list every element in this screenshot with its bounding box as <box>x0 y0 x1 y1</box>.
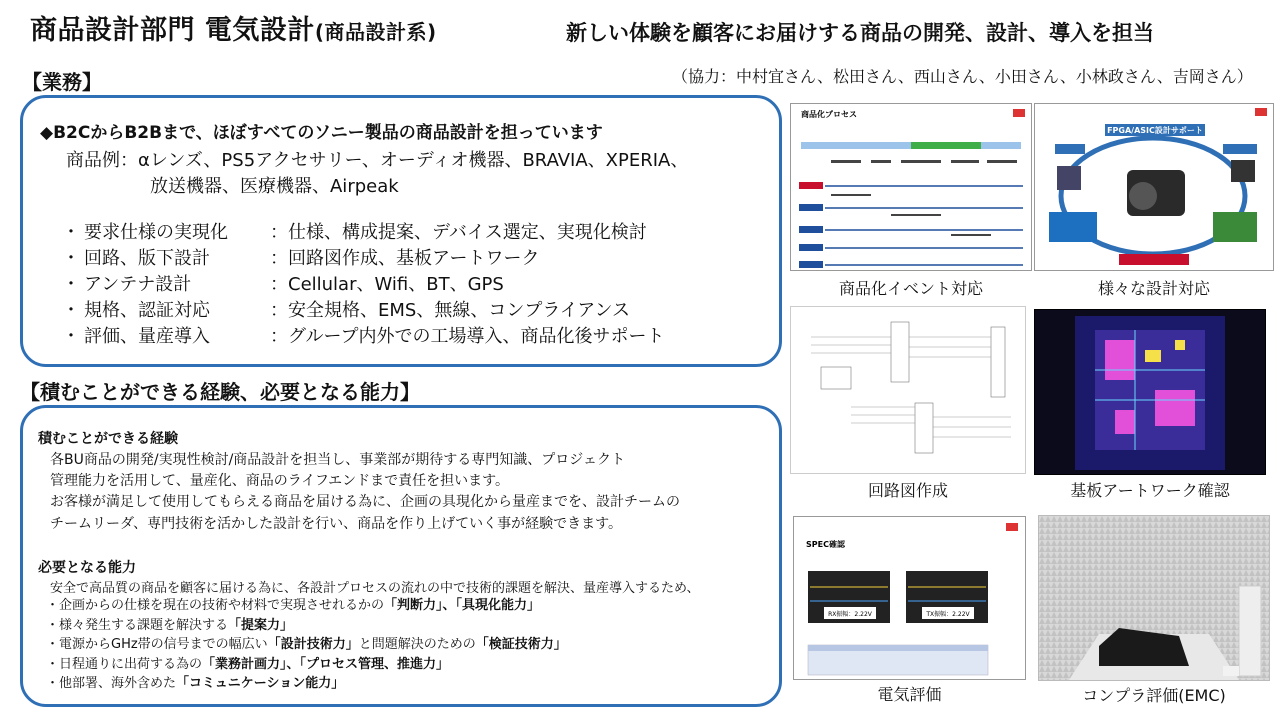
ability-item: ・日程通りに出荷する為の「業務計画力」、「プロセス管理、推進力」 <box>46 656 450 672</box>
tx-amplitude-label: TX振幅：2.22V <box>926 611 970 618</box>
process-slide-graphic <box>791 104 1031 270</box>
schematic-image <box>790 306 1026 474</box>
design-support-graphic <box>1035 104 1273 270</box>
emc-chamber-graphic <box>1039 516 1269 680</box>
title-main-text: 商品設計部門 電気設計 <box>30 15 315 46</box>
eval-slide-title: SPEC確認 <box>806 540 845 549</box>
tagline: 新しい体験を顧客にお届けする商品の開発、設計、導入を担当 <box>566 21 1154 45</box>
page-title <box>30 8 437 47</box>
exp-line: 管理能力を活用して、量産化、商品のライフエンドまで責任を担います。 <box>50 473 510 489</box>
schematic-graphic <box>791 307 1025 473</box>
collaborators: （協力：中村宜さん、松田さん、西山さん、小田さん、小林政さん、吉岡さん） <box>672 67 1253 86</box>
caption-emc: コンプラ評価(EMC) <box>1082 686 1226 705</box>
task-item: ・ 要求仕様の実現化 ：仕様、構成提案、デバイス選定、実現化検討 <box>62 222 647 243</box>
electrical-eval-graphic <box>794 517 1025 679</box>
exp-line: 各BU商品の開発/実現性検討/商品設計を担当し、事業部が期待する専門知識、プロジェクト <box>50 452 626 468</box>
pcb-artwork-image <box>1034 309 1266 475</box>
caption-design: 様々な設計対応 <box>1097 279 1210 298</box>
abil-intro: 安全で高品質の商品を顧客に届ける為に、各設計プロセスの流れの中で技術的課題を解決、量産導入するため、 <box>50 581 700 596</box>
emc-chamber-image <box>1038 515 1270 681</box>
caption-eval: 電気評価 <box>877 685 942 704</box>
electrical-eval-image <box>793 516 1026 680</box>
ability-item: ・企画からの仕様を現在の技術や材料で実現させれるかの「判断力」、「具現化能力」 <box>46 598 541 613</box>
task-item: ・ アンテナ設計 ：Cellular、Wifi、BT、GPS <box>62 274 504 295</box>
rx-amplitude-label: RX振幅：2.22V <box>828 611 872 618</box>
ability-list <box>46 596 567 694</box>
ability-item: ・電源からGHz帯の信号までの幅広い「設計技術力」と問題解決のための「検証技術力」 <box>46 637 567 652</box>
task-list <box>62 220 665 350</box>
business-heading: 【業務】 <box>22 70 102 94</box>
ability-item: ・他部署、海外含めた「コミュニケーション能力」 <box>46 676 345 691</box>
pcb-artwork-graphic <box>1035 310 1266 475</box>
task-item: ・ 評価、量産導入 ：グループ内外での工場導入、商品化後サポート <box>62 326 665 347</box>
title-sub-text: (商品設計系) <box>314 20 437 44</box>
exp-subheading: 積むことができる経験 <box>38 431 178 447</box>
caption-schematic: 回路図作成 <box>867 481 948 500</box>
abil-subheading: 必要となる能力 <box>38 560 136 576</box>
exp-line: お客様が満足して使用してもらえる商品を届ける為に、企画の具現化から量産までを、設計チームの <box>50 494 680 510</box>
exp-line: チームリーダ、専門技術を活かした設計を行い、商品を作り上げていく事が経験できます。 <box>50 516 623 532</box>
experience-heading: 【積むことができる経験、必要となる能力】 <box>20 380 420 404</box>
ability-item: ・様々発生する課題を解決する「提案力」 <box>46 617 294 633</box>
process-slide-title: 商品化プロセス <box>801 110 857 119</box>
caption-event: 商品化イベント対応 <box>838 279 983 298</box>
process-slide-image <box>790 103 1032 271</box>
design-slide-title: FPGA/ASIC設計サポート <box>1107 126 1203 135</box>
example-line-1: 商品例：αレンズ、PS5アクセサリー、オーディオ機器、BRAVIA、XPERIA、 <box>66 150 689 171</box>
example-line-2: 放送機器、医療機器、Airpeak <box>150 176 399 197</box>
task-item: ・ 規格、認証対応 ：安全規格、EMS、無線、コンプライアンス <box>62 300 630 321</box>
task-item: ・ 回路、版下設計 ：回路図作成、基板アートワーク <box>62 248 540 269</box>
design-support-image <box>1034 103 1274 271</box>
caption-artwork: 基板アートワーク確認 <box>1070 481 1230 500</box>
business-lead: ◆B2CからB2Bまで、ほぼすべてのソニー製品の商品設計を担っています <box>40 123 603 143</box>
